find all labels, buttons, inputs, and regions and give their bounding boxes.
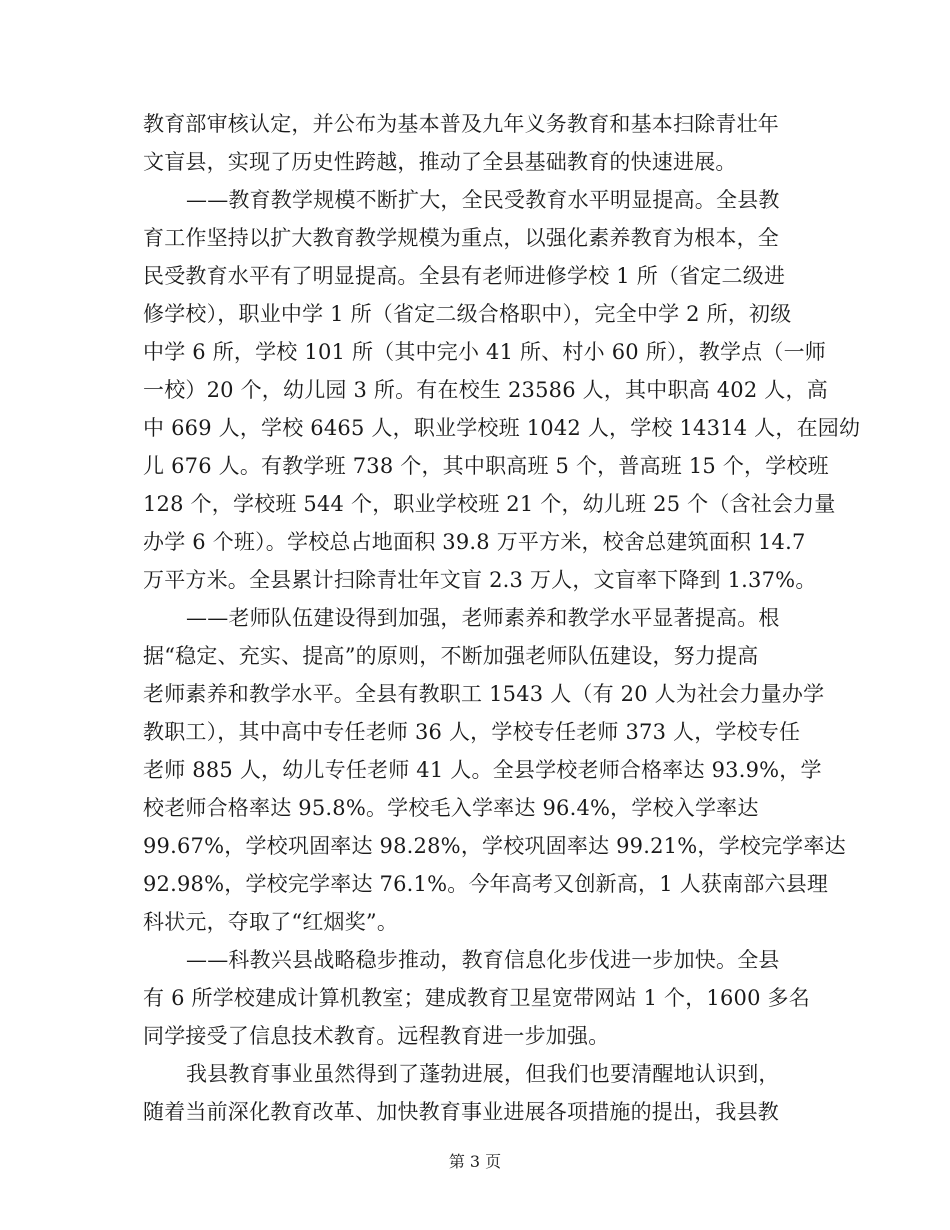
- text-line: 92.98%，学校完学率达 76.1%。今年高考又创新高，1 人获南部六县理: [143, 872, 829, 896]
- text-line: 民受教育水平有了明显提高。全县有老师进修学校 1 所（省定二级进: [143, 264, 786, 288]
- text-line: 修学校），职业中学 1 所（省定二级合格职中），完全中学 2 所，初级: [143, 302, 792, 326]
- text-line: 128 个，学校班 544 个，职业学校班 21 个，幼儿班 25 个（含社会力量: [143, 492, 836, 516]
- text-line: 教育部审核认定，并公布为基本普及九年义务教育和基本扫除青壮年: [143, 112, 779, 136]
- text-line: 中学 6 所，学校 101 所（其中完小 41 所、村小 60 所），教学点（一师: [143, 340, 826, 364]
- text-line: 万平方米。全县累计扫除青壮年文盲 2.3 万人，文盲率下降到 1.37%。: [143, 568, 817, 592]
- text-line: ——老师队伍建设得到加强，老师素养和教学水平显著提高。根: [186, 606, 780, 630]
- text-line: 办学 6 个班）。学校总占地面积 39.8 万平方米，校舍总建筑面积 14.7: [143, 530, 806, 554]
- text-line: ——教育教学规模不断扩大，全民受教育水平明显提高。全县教: [186, 188, 780, 212]
- text-line: 科状元，夺取了“红烟奖”。: [143, 910, 399, 934]
- text-line: 99.67%，学校巩固率达 98.28%，学校巩固率达 99.21%，学校完学率达: [143, 834, 846, 858]
- text-line: 据“稳定、充实、提高”的原则，不断加强老师队伍建设，努力提高: [143, 644, 759, 668]
- text-line: 老师素养和教学水平。全县有教职工 1543 人（有 20 人为社会力量办学: [143, 682, 825, 706]
- text-line: 有 6 所学校建成计算机教室；建成教育卫星宽带网站 1 个，1600 多名: [143, 986, 810, 1010]
- text-line: 育工作坚持以扩大教育教学规模为重点，以强化素养教育为根本，全: [143, 226, 779, 250]
- text-line: 教职工），其中高中专任老师 36 人，学校专任老师 373 人，学校专任: [143, 720, 801, 744]
- page-number: 第 3 页: [448, 1152, 502, 1171]
- text-line: 老师 885 人，幼儿专任老师 41 人。全县学校老师合格率达 93.9%，学: [143, 758, 822, 782]
- text-line: 文盲县，实现了历史性跨越，推动了全县基础教育的快速进展。: [143, 150, 737, 174]
- text-line: 一校）20 个，幼儿园 3 所。有在校生 23586 人，其中职高 402 人，高: [143, 378, 828, 402]
- text-line: 儿 676 人。有教学班 738 个，其中职高班 5 个，普高班 15 个，学校班: [143, 454, 829, 478]
- text-line: 校老师合格率达 95.8%。学校毛入学率达 96.4%，学校入学率达: [143, 796, 759, 820]
- text-line: 同学接受了信息技术教育。远程教育进一步加强。: [143, 1024, 610, 1048]
- text-line: ——科教兴县战略稳步推动，教育信息化步伐进一步加快。全县: [186, 948, 780, 972]
- text-line: 中 669 人，学校 6465 人，职业学校班 1042 人，学校 14314 人，在园幼: [143, 416, 861, 440]
- text-line: 随着当前深化教育改革、加快教育事业进展各项措施的提出，我县教: [143, 1100, 779, 1124]
- text-line: 我县教育事业虽然得到了蓬勃进展，但我们也要清醒地认识到，: [186, 1062, 780, 1086]
